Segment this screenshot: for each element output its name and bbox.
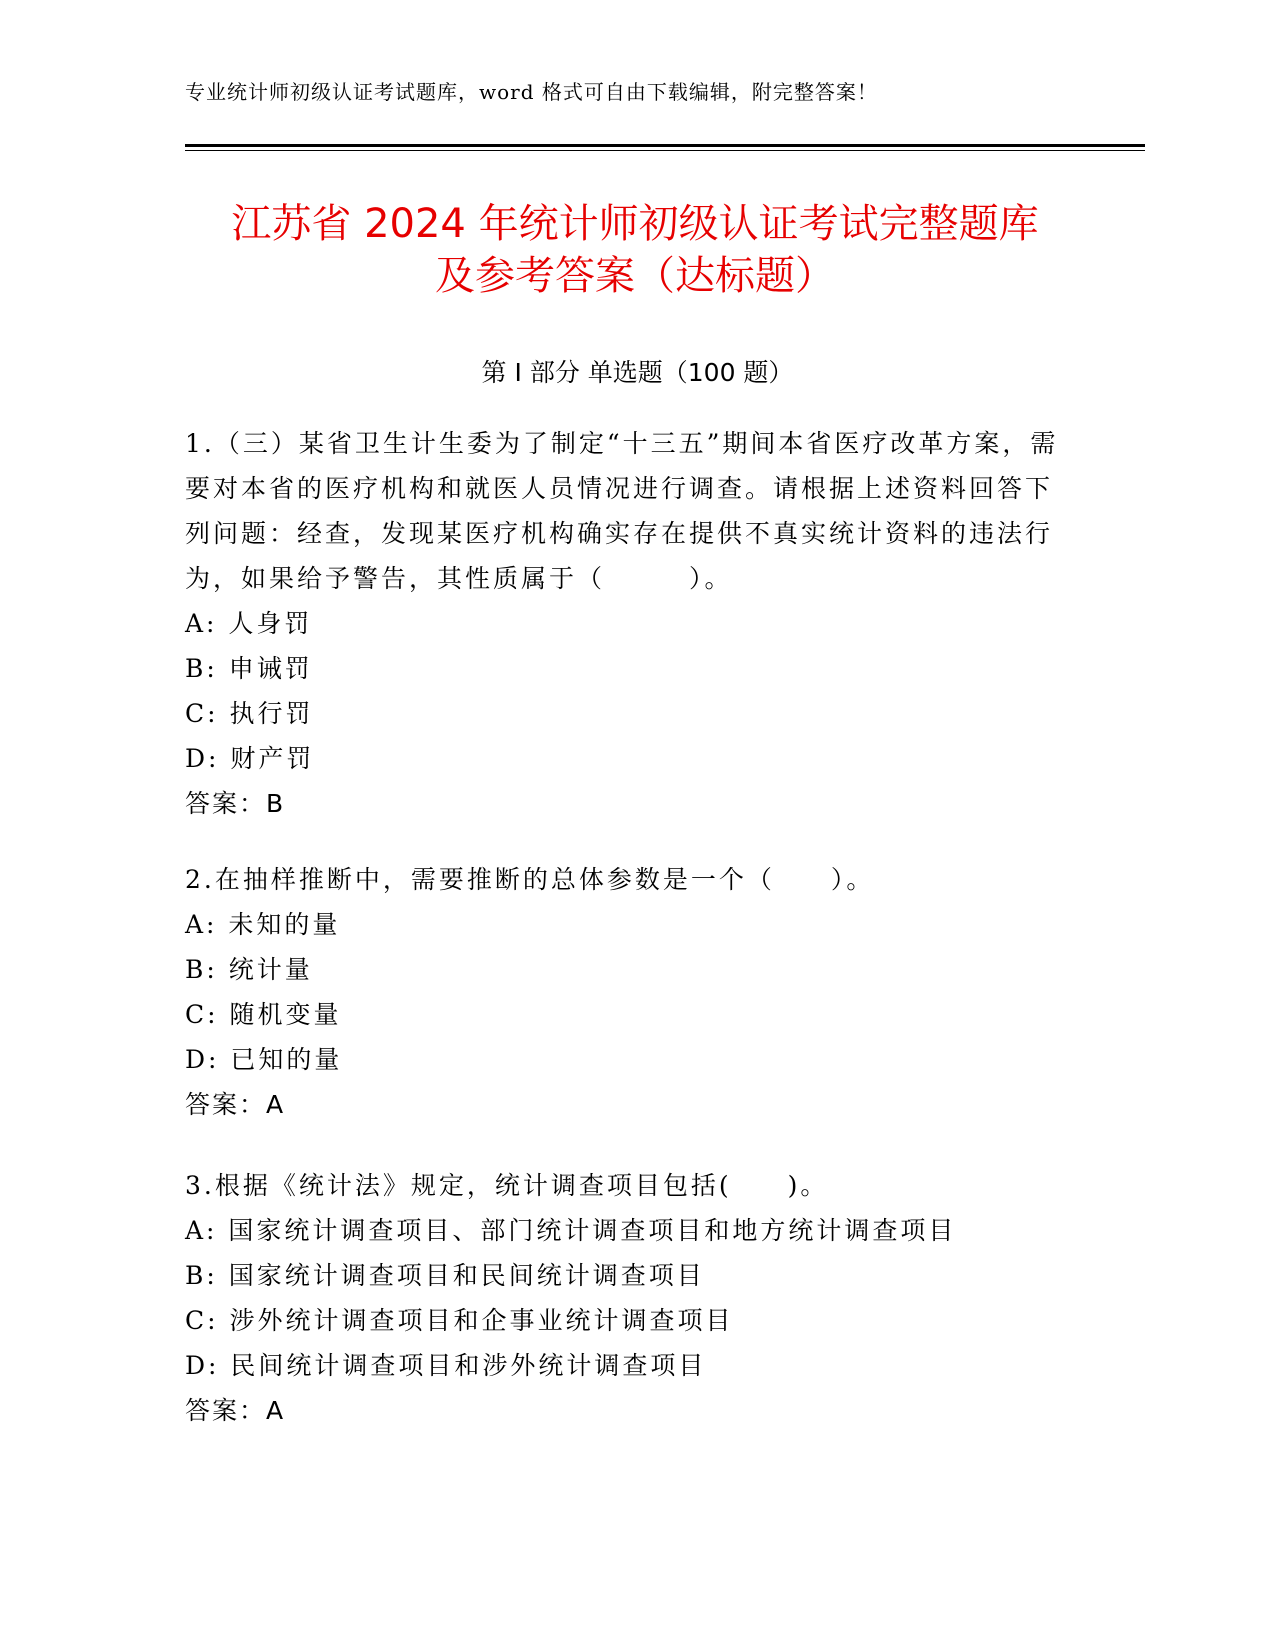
header-note: 专业统计师初级认证考试题库，word 格式可自由下载编辑，附完整答案！ xyxy=(185,80,878,104)
option-d: D: 财产罚 xyxy=(185,744,315,773)
option-b: B: 申诫罚 xyxy=(185,654,313,683)
option-d: D: 民间统计调查项目和涉外统计调查项目 xyxy=(185,1351,707,1380)
answer: 答案：B xyxy=(185,789,286,818)
document-title-line-1: 江苏省 2024 年统计师初级认证考试完整题库 xyxy=(231,201,1039,247)
question-2 xyxy=(185,857,1065,1127)
answer: 答案：A xyxy=(185,1090,286,1119)
question-stem: 3.根据《统计法》规定，统计调查项目包括( )。 xyxy=(185,1171,829,1200)
option-d: D: 已知的量 xyxy=(185,1045,343,1074)
header-rule-thin xyxy=(185,150,1145,151)
option-c: C: 执行罚 xyxy=(185,699,314,728)
section-heading: 第 I 部分 单选题（100 题） xyxy=(481,358,794,387)
option-b: B: 统计量 xyxy=(185,955,313,984)
option-b: B: 国家统计调查项目和民间统计调查项目 xyxy=(185,1261,705,1290)
question-3 xyxy=(185,1163,1065,1433)
question-stem: 1.（三）某省卫生计生委为了制定“十三五”期间本省医疗改革方案，需要对本省的医疗机构和就医人员情况进行调查。请根据上述资料回答下列问题：经查，发现某医疗机构确实存在提供不真实统计资料的违法行为，如果给予警告，其性质属于（ ）。 xyxy=(185,429,1059,593)
header-rule-thick xyxy=(185,144,1145,147)
option-a: A: 人身罚 xyxy=(185,609,313,638)
answer: 答案：A xyxy=(185,1396,286,1425)
document-title xyxy=(185,198,1085,302)
document-title-line-2: 及参考答案（达标题） xyxy=(435,253,835,299)
question-stem: 2.在抽样推断中，需要推断的总体参数是一个（ ）。 xyxy=(185,865,875,894)
option-a: A: 国家统计调查项目、部门统计调查项目和地方统计调查项目 xyxy=(185,1216,957,1245)
question-1 xyxy=(185,421,1065,826)
option-a: A: 未知的量 xyxy=(185,910,341,939)
option-c: C: 随机变量 xyxy=(185,1000,342,1029)
option-c: C: 涉外统计调查项目和企事业统计调查项目 xyxy=(185,1306,734,1335)
